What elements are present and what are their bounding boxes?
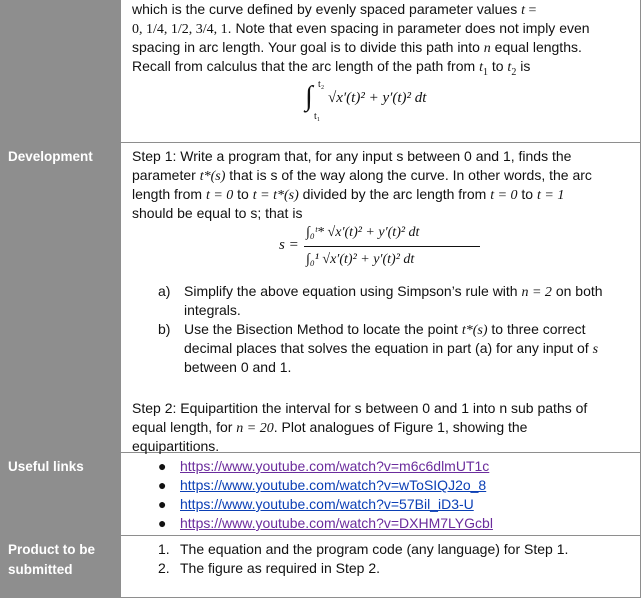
youtube-link-4[interactable]: https://www.youtube.com/watch?v=DXHM7LYGcbl	[180, 515, 493, 531]
youtube-link-3[interactable]: https://www.youtube.com/watch?v=57Bil_iD3-U	[180, 496, 474, 512]
text-run: to	[233, 186, 253, 202]
math-expr: t = 0	[490, 188, 518, 203]
math-expr: t = 1	[537, 188, 565, 203]
step2-line-2	[132, 418, 527, 438]
youtube-link-2[interactable]: https://www.youtube.com/watch?v=wToSIQJ2o_8	[180, 477, 487, 493]
text-run: length from	[132, 186, 206, 202]
math-subscript: 1	[482, 66, 488, 78]
step1-line-3	[132, 185, 564, 205]
math-expr: n = 2	[521, 285, 552, 300]
row-divider	[0, 535, 641, 536]
math-var: n	[483, 41, 491, 56]
math-var: t	[507, 60, 512, 75]
math-expr: t*(s)	[199, 169, 226, 184]
text-run: Use the Bisection Method to locate the point	[184, 321, 462, 337]
text-run: which is the curve defined by evenly spaced parameter values	[132, 1, 522, 17]
math-expr: t = 0	[205, 188, 234, 203]
bullet-icon: ●	[158, 477, 167, 493]
math-op: =	[525, 3, 537, 18]
item-b-line-2	[184, 339, 598, 359]
product-item-marker: 2.	[158, 560, 170, 576]
item-a-line-1	[184, 282, 603, 302]
equation-denominator: ∫₀¹ √x′(t)² + y′(t)² dt	[306, 252, 415, 267]
bullet-icon: ●	[158, 515, 167, 531]
integral-lower-limit: t₁	[314, 111, 321, 122]
fraction-bar	[304, 246, 480, 247]
row-label-development: Development	[8, 149, 93, 164]
product-item-text: The figure as required in Step 2.	[180, 560, 381, 576]
row-divider	[0, 452, 641, 453]
product-item-marker: 1.	[158, 541, 170, 557]
text-run: on both	[551, 283, 603, 299]
integral-sign: ∫	[305, 81, 313, 112]
intro-line-2	[132, 19, 590, 39]
math-var: t	[521, 3, 525, 18]
step2-line-1: Step 2: Equipartition the interval for s between 0 and 1 into n sub paths of	[132, 400, 588, 416]
bullet-icon: ●	[158, 496, 167, 512]
equation-numerator: ∫₀ᵗ* √x′(t)² + y′(t)² dt	[306, 225, 420, 240]
text-run: to	[487, 58, 508, 74]
arc-length-integral: √x′(t)² + y′(t)² dt	[328, 90, 427, 106]
equation-s-lhs: s =	[279, 237, 299, 253]
text-run: equal lengths.	[490, 39, 582, 55]
step1-line-2	[132, 166, 592, 186]
step1-line-1: Step 1: Write a program that, for any input s between 0 and 1, finds the	[132, 148, 572, 164]
text-run: is	[516, 58, 531, 74]
intro-line-1	[132, 0, 536, 20]
intro-line-4	[132, 57, 530, 82]
math-var: t	[479, 60, 483, 75]
math-var: s	[592, 342, 599, 357]
integral-upper-limit: t₂	[318, 79, 325, 90]
item-a-marker: a)	[158, 283, 171, 299]
math-expr: n = 20	[236, 421, 274, 436]
item-b-marker: b)	[158, 321, 171, 337]
row-label-product-1: Product to be	[8, 542, 95, 557]
text-run: decimal places that solves the equation in part (a) for any input of	[184, 340, 593, 356]
text-run: Recall from calculus that the arc length of the path from	[132, 58, 480, 74]
text-run: parameter	[132, 167, 200, 183]
math-values: 0, 1/4, 1/2, 3/4, 1	[132, 22, 228, 37]
row-label-product-2: submitted	[8, 562, 73, 577]
math-expr: t*(s)	[461, 323, 488, 338]
text-run: . Plot analogues of Figure 1, showing the	[273, 419, 528, 435]
math-subscript: 2	[511, 66, 517, 78]
math-expr: t = t*(s)	[252, 188, 299, 203]
label-cell-development	[0, 143, 120, 452]
product-item-text: The equation and the program code (any language) for Step 1.	[180, 541, 569, 557]
text-run: spacing in arc length. Your goal is to divide this path into	[132, 39, 484, 55]
intro-line-3	[132, 38, 582, 58]
item-a-line-2: integrals.	[184, 302, 241, 318]
text-run: . Note that even spacing in parameter does not imply even	[227, 20, 590, 36]
bullet-icon: ●	[158, 458, 167, 474]
item-b-line-3: between 0 and 1.	[184, 359, 292, 375]
text-run: that is s of the way along the curve. In other words, the arc	[225, 167, 592, 183]
item-b-line-1	[184, 320, 586, 340]
text-run: divided by the arc length from	[298, 186, 491, 202]
row-divider	[0, 142, 641, 143]
step1-line-4: should be equal to s; that is	[132, 205, 303, 221]
text-run: to three correct	[487, 321, 586, 337]
column-divider	[120, 0, 121, 598]
text-run: equal length, for	[132, 419, 237, 435]
youtube-link-1[interactable]: https://www.youtube.com/watch?v=m6c6dlmUT1c	[180, 458, 490, 474]
text-run: to	[517, 186, 537, 202]
text-run: Simplify the above equation using Simpson’s rule with	[184, 283, 522, 299]
step2-line-3: equipartitions.	[132, 438, 220, 454]
row-label-useful-links: Useful links	[8, 459, 84, 474]
label-cell-intro	[0, 0, 120, 142]
